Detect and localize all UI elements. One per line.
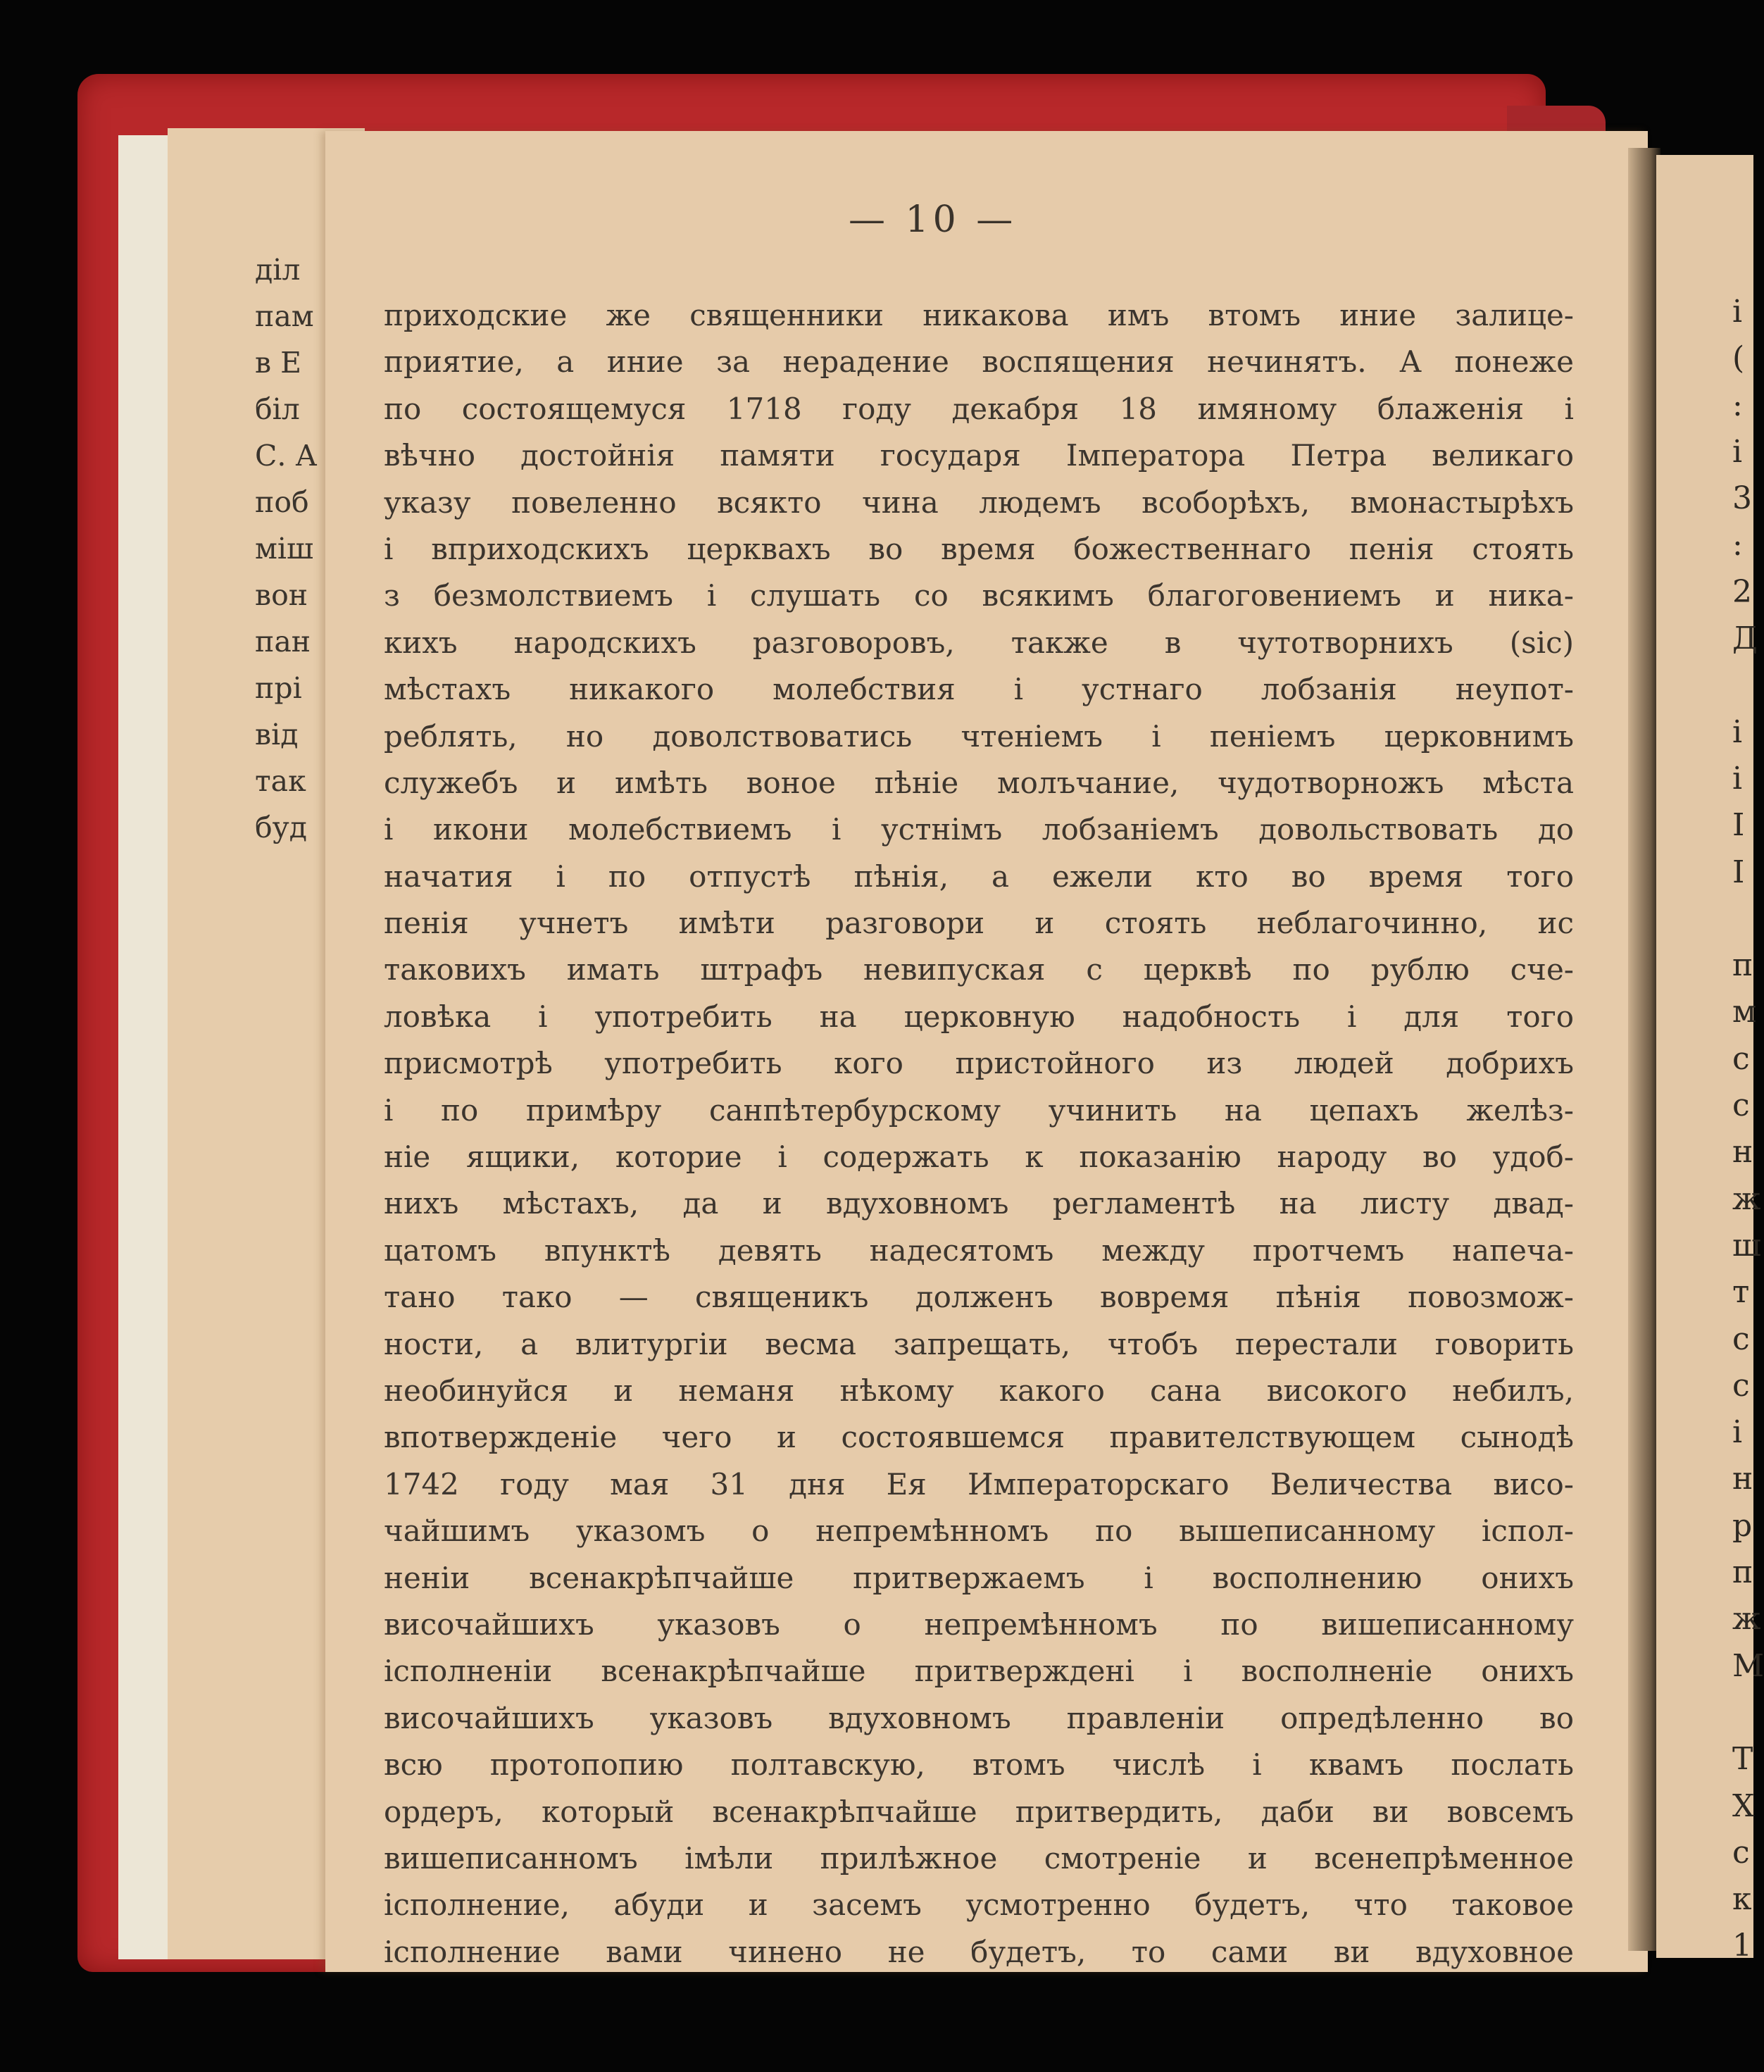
text-line: п [1732,1554,1753,1591]
text-line: з безмолствиемъ і слушать со всякимъ благоговениемъ и ника- [384,578,1574,613]
text-line: Т [1732,1741,1753,1778]
text-line: с [1732,1367,1750,1404]
text-line: к [1732,1881,1752,1918]
text-line: с [1732,1321,1750,1357]
text-line: нихъ мѣстахъ, да и вдуховномъ регламентѣ на листу двад- [384,1186,1574,1221]
text-line: і [1732,713,1743,750]
text-line: Х [1732,1787,1755,1824]
text-line: т [1732,1274,1750,1311]
text-line: впотвержденіе чего и состоявшемся правителствующем сынодѣ [384,1420,1574,1455]
text-line: ловѣка і употребить на церковную надобность і для того [384,999,1574,1034]
text-line: і вприходскихъ церквахъ во время божественнаго пенія стоять [384,531,1574,566]
text-line: всю протопопию полтавскую, втомъ числѣ і квамъ послать [384,1747,1574,1783]
text-line: неніи всенакрѣпчайше притвержаемъ і восполнению онихъ [384,1560,1574,1595]
text-line: с [1732,1040,1750,1077]
text-line: ісполнение, абуди и засемъ усмотренно будетъ, что таковое [384,1887,1574,1923]
text-line: ности, а влитургіи весма запрещать, чтобъ перестали говорить [384,1326,1574,1361]
page-number: — 10 — [849,199,1018,241]
text-line: вѣчно достойнія памяти государя Імператора Петра великаго [384,438,1574,473]
text-line: реблять, но доволствоватись чтеніемъ і пеніемъ церковнимъ [384,718,1574,754]
text-line: с [1732,1834,1750,1871]
text-line: в Е [255,346,302,380]
text-line: кихъ народскихъ разговоровъ, также в чутотворнихъ (sic) [384,625,1574,660]
text-line: ісполнение вами чинено не будетъ, то сами ви вдуховное [384,1934,1574,1969]
text-line: таковихъ имать штрафъ невипуская с церквѣ по рублю сче- [384,952,1574,987]
text-line: 1742 году мая 31 дня Ея Императорскаго Величества висо- [384,1466,1574,1502]
text-line: С. А [255,439,318,473]
text-line: ісполненіи всенакрѣпчайше притвержденi і восполненіе онихъ [384,1654,1574,1689]
text-line: 2 [1732,573,1752,610]
text-line [1732,896,1753,942]
text-line: від [255,718,299,751]
text-line: міш [255,532,314,566]
text-line: 3 [1732,480,1752,517]
text-line: 1 [1732,1928,1752,1964]
text-line: і [1732,294,1743,330]
text-line: присмотрѣ употребить кого пристойного из людей добрихъ [384,1046,1574,1081]
text-line: вон [255,578,308,612]
text-line: пан [255,625,311,659]
text-line: ж [1732,1180,1761,1217]
text-line: указу повеленно всякто чина людемъ всоборѣхъ, вмонастырѣхъ [384,485,1574,520]
text-line: н [1732,1461,1753,1497]
text-line: р [1732,1507,1753,1544]
text-line: ж [1732,1601,1761,1637]
text-line: ш [1732,1227,1761,1263]
text-line [1732,662,1753,709]
text-line: ( [1732,340,1745,377]
text-line: і [1732,433,1743,470]
text-line: начатия і по отпустѣ пѣнія, а ежели кто во время того [384,859,1574,894]
text-line: біл [255,392,300,426]
text-line: М [1732,1647,1764,1684]
text-line: діл [255,253,301,287]
page-body-text [384,292,1574,1976]
text-line: п [1732,947,1753,984]
text-line: височайшихъ указовъ вдуховномъ правленіи опредѣленно во [384,1700,1574,1735]
previous-page-text [255,246,332,851]
text-line: приятие, а иние за нерадение воспящения нечинятъ. А понеже [384,344,1574,380]
text-line: і [1732,1414,1743,1451]
text-line: і [1732,760,1743,797]
text-line: вишеписанномъ імѣли прилѣжное смотреніе и всенепрѣменное [384,1840,1574,1876]
next-page-text [1732,289,1764,1970]
text-line: н [1732,1134,1753,1171]
text-line: ордеръ, который всенакрѣпчайше притвердить, даби ви вовсемъ [384,1794,1574,1829]
text-line: по состоящемуся 1718 году декабря 18 имяному блаженія і [384,391,1574,426]
page-block-edge [118,135,175,1959]
text-line: тано тако — священикъ долженъ вовремя пѣнія повозмож- [384,1280,1574,1315]
text-line: поб [255,485,309,519]
text-line: Д [1732,620,1758,657]
text-line [1732,1690,1753,1736]
text-line: височайшихъ указовъ о непремѣнномъ по вишеписанному [384,1606,1574,1642]
text-line: мѣстахъ никакого молебствия і устнаго лобзанія неупот- [384,672,1574,707]
text-line: чайшимъ указомъ о непремѣнномъ по вышеписанному іспол- [384,1514,1574,1549]
text-line: приходские же священники никакова имъ втомъ иние залице- [384,298,1574,332]
text-line: необинуйся и неманя нѣкому какого сана високого небилъ, [384,1373,1574,1408]
text-line: пенія учнетъ имѣти разговори и стоять неблагочинно, ис [384,906,1574,941]
text-line: : [1732,527,1743,563]
text-line: буд [255,811,308,844]
text-line: і икони молебствиемъ і устнімъ лобзаніемъ довольствовать до [384,812,1574,847]
text-line: І [1732,807,1745,844]
text-line: і по примѣру санпѣтербурскому учинить на цепахъ желѣз- [384,1092,1574,1128]
text-line: прі [255,671,302,705]
text-line: служебъ и имѣть воное пѣніе молъчание, чудотворножъ мѣста [384,765,1574,800]
text-line: І [1732,854,1745,890]
text-line: м [1732,994,1757,1030]
text-line: : [1732,387,1743,423]
text-line: цатомъ впунктѣ девять надесятомъ между протчемъ напеча- [384,1232,1574,1268]
text-line: с [1732,1087,1750,1124]
text-line: ніе ящики, которие і содержать к показанію народу во удоб- [384,1140,1574,1175]
text-line: пам [255,299,314,333]
text-line: так [255,764,306,798]
